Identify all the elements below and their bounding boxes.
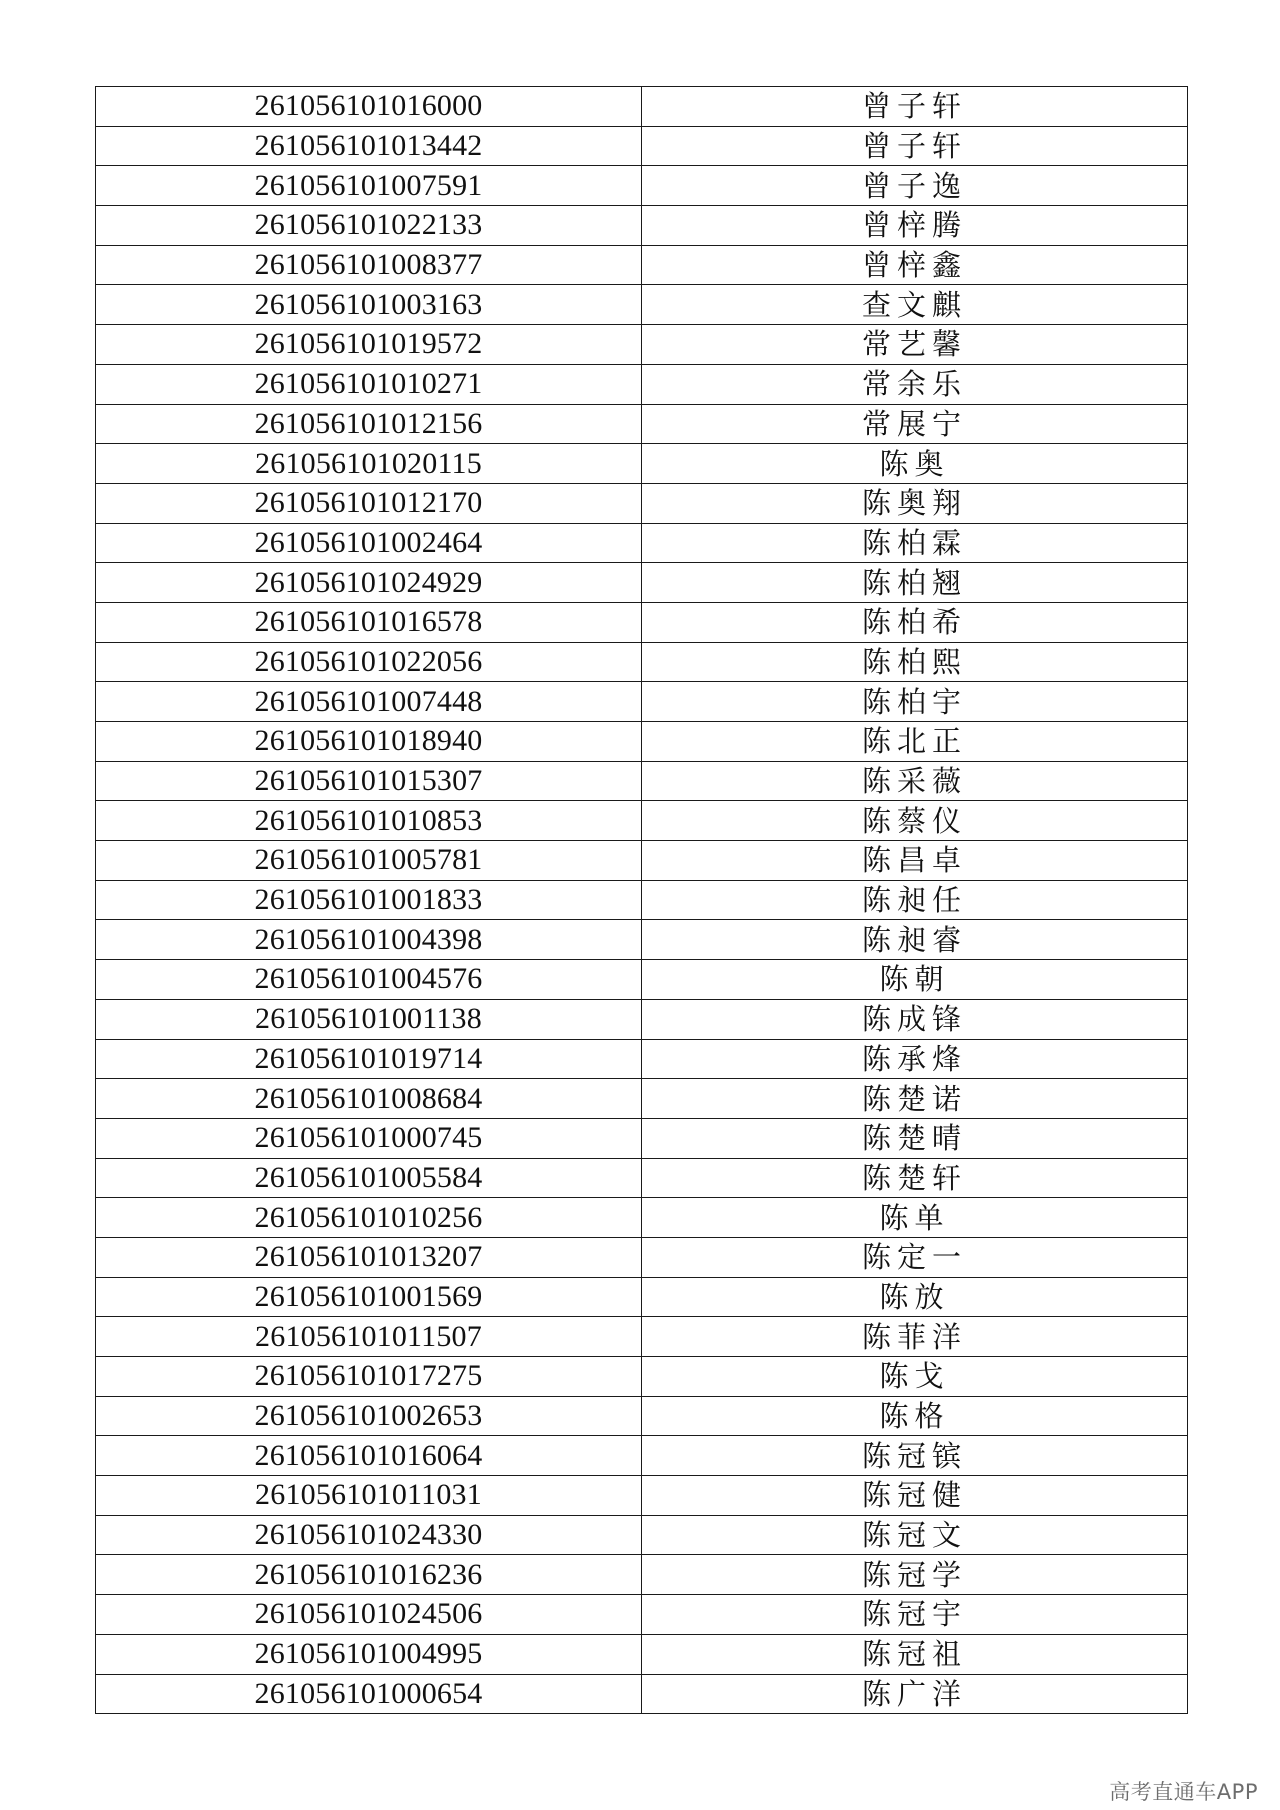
candidate-name-cell: 陈楚诺 (642, 1079, 1188, 1119)
table-row (96, 1237, 1188, 1277)
candidate-name-cell: 陈楚轩 (642, 1158, 1188, 1198)
table-row (96, 1079, 1188, 1119)
candidate-id-cell: 261056101016236 (96, 1555, 642, 1595)
table-row (96, 960, 1188, 1000)
candidate-id-cell: 261056101002464 (96, 523, 642, 563)
candidate-name-cell: 陈定一 (642, 1237, 1188, 1277)
table-row (96, 126, 1188, 166)
candidate-id-cell: 261056101012170 (96, 483, 642, 523)
table-row (96, 1476, 1188, 1516)
table-row (96, 761, 1188, 801)
candidate-id-cell: 261056101011031 (96, 1476, 642, 1516)
table-row (96, 1634, 1188, 1674)
candidate-id-cell: 261056101008684 (96, 1079, 642, 1119)
candidate-name-cell: 陈戈 (642, 1357, 1188, 1397)
table-row (96, 285, 1188, 325)
table-row (96, 563, 1188, 603)
candidate-id-cell: 261056101010256 (96, 1198, 642, 1238)
roster-table (95, 86, 1188, 1714)
candidate-id-cell: 261056101004995 (96, 1634, 642, 1674)
candidate-name-cell: 陈昌卓 (642, 841, 1188, 881)
candidate-id-cell: 261056101024506 (96, 1595, 642, 1635)
candidate-id-cell: 261056101016000 (96, 87, 642, 127)
table-row (96, 801, 1188, 841)
candidate-name-cell: 陈柏熙 (642, 642, 1188, 682)
candidate-id-cell: 261056101005781 (96, 841, 642, 881)
table-row (96, 1277, 1188, 1317)
table-row (96, 87, 1188, 127)
candidate-name-cell: 陈广洋 (642, 1674, 1188, 1714)
table-row (96, 1436, 1188, 1476)
candidate-name-cell: 曾梓鑫 (642, 245, 1188, 285)
candidate-name-cell: 陈奥翔 (642, 483, 1188, 523)
candidate-id-cell: 261056101000654 (96, 1674, 642, 1714)
candidate-name-cell: 曾子轩 (642, 87, 1188, 127)
candidate-name-cell: 常艺馨 (642, 325, 1188, 365)
candidate-name-cell: 常余乐 (642, 364, 1188, 404)
roster-body (96, 87, 1188, 1714)
candidate-id-cell: 261056101008377 (96, 245, 642, 285)
table-row (96, 325, 1188, 365)
candidate-id-cell: 261056101002653 (96, 1396, 642, 1436)
table-row (96, 404, 1188, 444)
table-row (96, 1396, 1188, 1436)
candidate-name-cell: 陈蔡仪 (642, 801, 1188, 841)
candidate-id-cell: 261056101016064 (96, 1436, 642, 1476)
candidate-name-cell: 曾子逸 (642, 166, 1188, 206)
table-row (96, 841, 1188, 881)
table-row (96, 1555, 1188, 1595)
table-row (96, 642, 1188, 682)
candidate-name-cell: 陈奥 (642, 444, 1188, 484)
candidate-name-cell: 陈采薇 (642, 761, 1188, 801)
table-row (96, 1674, 1188, 1714)
candidate-id-cell: 261056101013442 (96, 126, 642, 166)
candidate-name-cell: 陈朝 (642, 960, 1188, 1000)
candidate-id-cell: 261056101004398 (96, 920, 642, 960)
table-row (96, 444, 1188, 484)
candidate-id-cell: 261056101017275 (96, 1357, 642, 1397)
candidate-id-cell: 261056101024929 (96, 563, 642, 603)
candidate-id-cell: 261056101013207 (96, 1237, 642, 1277)
table-row (96, 602, 1188, 642)
candidate-name-cell: 陈柏希 (642, 602, 1188, 642)
candidate-id-cell: 261056101012156 (96, 404, 642, 444)
candidate-name-cell: 陈格 (642, 1396, 1188, 1436)
candidate-id-cell: 261056101004576 (96, 960, 642, 1000)
candidate-name-cell: 陈冠镔 (642, 1436, 1188, 1476)
candidate-name-cell: 陈昶任 (642, 880, 1188, 920)
table-row (96, 245, 1188, 285)
candidate-name-cell: 陈冠祖 (642, 1634, 1188, 1674)
candidate-id-cell: 261056101019714 (96, 1039, 642, 1079)
candidate-id-cell: 261056101003163 (96, 285, 642, 325)
candidate-id-cell: 261056101015307 (96, 761, 642, 801)
candidate-name-cell: 陈冠宇 (642, 1595, 1188, 1635)
candidate-name-cell: 陈柏翘 (642, 563, 1188, 603)
table-row (96, 1515, 1188, 1555)
table-row (96, 1317, 1188, 1357)
candidate-id-cell: 261056101010271 (96, 364, 642, 404)
candidate-name-cell: 陈承烽 (642, 1039, 1188, 1079)
table-row (96, 206, 1188, 246)
candidate-name-cell: 曾子轩 (642, 126, 1188, 166)
candidate-name-cell: 陈柏霖 (642, 523, 1188, 563)
candidate-id-cell: 261056101022056 (96, 642, 642, 682)
candidate-name-cell: 陈昶睿 (642, 920, 1188, 960)
table-row (96, 880, 1188, 920)
table-row (96, 1039, 1188, 1079)
candidate-name-cell: 陈单 (642, 1198, 1188, 1238)
candidate-id-cell: 261056101005584 (96, 1158, 642, 1198)
candidate-id-cell: 261056101011507 (96, 1317, 642, 1357)
candidate-id-cell: 261056101001569 (96, 1277, 642, 1317)
candidate-id-cell: 261056101007591 (96, 166, 642, 206)
table-row (96, 483, 1188, 523)
candidate-id-cell: 261056101001833 (96, 880, 642, 920)
table-row (96, 1158, 1188, 1198)
candidate-name-cell: 陈冠文 (642, 1515, 1188, 1555)
candidate-id-cell: 261056101024330 (96, 1515, 642, 1555)
candidate-id-cell: 261056101019572 (96, 325, 642, 365)
candidate-name-cell: 陈柏宇 (642, 682, 1188, 722)
candidate-name-cell: 陈菲洋 (642, 1317, 1188, 1357)
table-row (96, 523, 1188, 563)
table-row (96, 1118, 1188, 1158)
candidate-id-cell: 261056101020115 (96, 444, 642, 484)
candidate-id-cell: 261056101022133 (96, 206, 642, 246)
candidate-name-cell: 查文麒 (642, 285, 1188, 325)
candidate-name-cell: 陈楚晴 (642, 1118, 1188, 1158)
candidate-name-cell: 陈冠学 (642, 1555, 1188, 1595)
candidate-id-cell: 261056101000745 (96, 1118, 642, 1158)
table-row (96, 1357, 1188, 1397)
watermark-text: 高考直通车APP (1109, 1780, 1258, 1804)
table-row (96, 364, 1188, 404)
candidate-name-cell: 常展宁 (642, 404, 1188, 444)
candidate-name-cell: 陈放 (642, 1277, 1188, 1317)
candidate-id-cell: 261056101018940 (96, 722, 642, 762)
candidate-id-cell: 261056101001138 (96, 999, 642, 1039)
table-row (96, 722, 1188, 762)
candidate-name-cell: 陈冠健 (642, 1476, 1188, 1516)
candidate-name-cell: 曾梓腾 (642, 206, 1188, 246)
candidate-name-cell: 陈北正 (642, 722, 1188, 762)
table-row (96, 166, 1188, 206)
table-row (96, 999, 1188, 1039)
candidate-id-cell: 261056101010853 (96, 801, 642, 841)
table-row (96, 1595, 1188, 1635)
candidate-name-cell: 陈成锋 (642, 999, 1188, 1039)
table-row (96, 682, 1188, 722)
candidate-id-cell: 261056101016578 (96, 602, 642, 642)
candidate-id-cell: 261056101007448 (96, 682, 642, 722)
table-row (96, 920, 1188, 960)
table-row (96, 1198, 1188, 1238)
